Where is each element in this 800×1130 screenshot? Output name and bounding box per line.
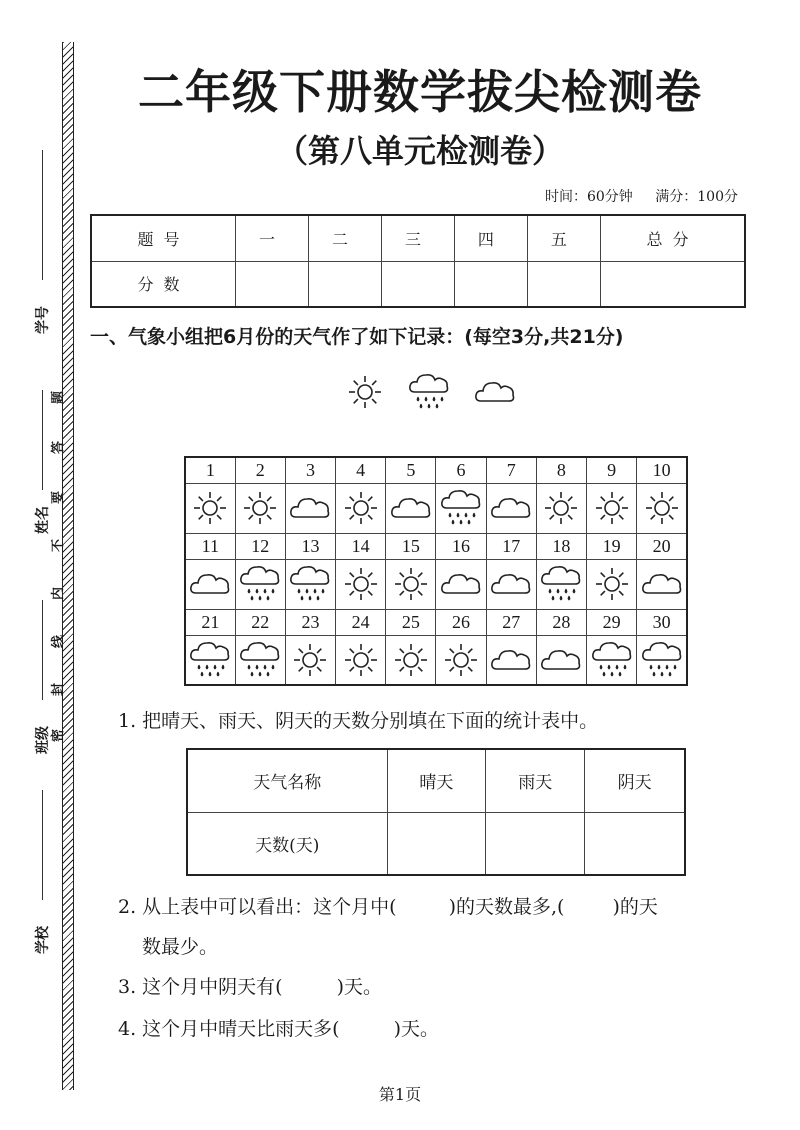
score-cell: 总分: [600, 215, 745, 261]
binding-hatch: [62, 42, 74, 1090]
legend-rain-icon: [407, 372, 451, 416]
legend-sun-icon: [345, 373, 385, 415]
calendar-day-number: 19: [587, 533, 637, 559]
stats-header: 雨天: [486, 749, 585, 812]
calendar-day-number: 21: [185, 609, 235, 635]
rain-icon: [185, 635, 235, 685]
question-3: [118, 972, 382, 999]
score-input-cell[interactable]: [381, 261, 454, 307]
exam-info: [527, 186, 738, 206]
seal-char: 题: [51, 390, 67, 405]
calendar-day-number: 11: [185, 533, 235, 559]
question-2-text: )的天: [612, 896, 658, 918]
stats-header-row: [187, 749, 685, 812]
cloud-icon: [285, 483, 335, 533]
question-3-text: 3. 这个月中阴天有(: [118, 976, 283, 998]
calendar-day-number: 16: [436, 533, 486, 559]
rain-icon: [637, 635, 687, 685]
sun-icon: [185, 483, 235, 533]
cloud-icon: [486, 635, 536, 685]
score-input-cell[interactable]: [454, 261, 527, 307]
stats-value-row: [187, 812, 685, 875]
score-cell: 五: [527, 215, 600, 261]
page-subtitle: （第八单元检测卷）: [275, 132, 564, 170]
stats-table: [186, 748, 686, 876]
calendar-day-number: 4: [336, 457, 386, 483]
score-table: [90, 214, 746, 308]
class-field: 班级: [8, 600, 52, 760]
question-2-text: 2. 从上表中可以看出：这个月中(: [118, 896, 397, 918]
calendar-day-number: 9: [587, 457, 637, 483]
calendar-day-number: 24: [336, 609, 386, 635]
name-field: 姓名: [8, 390, 52, 550]
calendar-day-number: 22: [235, 609, 285, 635]
answer-cell-rainy[interactable]: [486, 812, 585, 875]
calendar-day-number: 12: [235, 533, 285, 559]
question-4-text: 4. 这个月中晴天比雨天多(: [118, 1018, 340, 1040]
calendar-day-number: 23: [285, 609, 335, 635]
calendar-day-number: 25: [386, 609, 436, 635]
answer-cell-sunny[interactable]: [387, 812, 486, 875]
calendar-day-number: 17: [486, 533, 536, 559]
seal-char: 密: [51, 728, 67, 743]
rain-icon: [285, 559, 335, 609]
full-score: 满分：100分: [655, 189, 738, 205]
calendar-day-row: [185, 457, 687, 483]
sun-icon: [386, 635, 436, 685]
score-table-header-row: [91, 215, 745, 261]
stats-header: 晴天: [387, 749, 486, 812]
seal-char: 封: [51, 682, 67, 697]
page-number: 第1页: [378, 1085, 422, 1104]
sun-icon: [587, 483, 637, 533]
calendar-day-number: 15: [386, 533, 436, 559]
sun-icon: [235, 483, 285, 533]
calendar-day-number: 10: [637, 457, 687, 483]
calendar-day-number: 6: [436, 457, 486, 483]
cloud-icon: [386, 483, 436, 533]
calendar-day-number: 3: [285, 457, 335, 483]
stats-row-label: 天数(天): [187, 812, 387, 875]
rain-icon: [536, 559, 586, 609]
score-input-cell[interactable]: [309, 261, 382, 307]
weather-legend: [345, 372, 517, 416]
rain-icon: [235, 635, 285, 685]
calendar-day-number: 29: [587, 609, 637, 635]
page-title: 二年级下册数学拔尖检测卷: [138, 65, 702, 119]
calendar-day-row: [185, 609, 687, 635]
question-2-text: )的天数最多,(: [448, 896, 565, 918]
score-cell: 二: [309, 215, 382, 261]
sun-icon: [336, 559, 386, 609]
sun-icon: [637, 483, 687, 533]
calendar-day-number: 26: [436, 609, 486, 635]
sun-icon: [386, 559, 436, 609]
question-2-cont: 数最少。: [142, 936, 219, 958]
cloud-icon: [185, 559, 235, 609]
sun-icon: [285, 635, 335, 685]
rain-icon: [235, 559, 285, 609]
section-1-heading: 一、气象小组把6月份的天气作了如下记录：(每空3分,共21分): [90, 326, 624, 348]
question-3-text: )天。: [336, 976, 383, 998]
calendar-weather-row: [185, 559, 687, 609]
time-limit: 时间：60分钟: [544, 189, 633, 205]
question-4: [118, 1014, 439, 1041]
calendar-day-number: 20: [637, 533, 687, 559]
calendar-day-number: 30: [637, 609, 687, 635]
score-cell: 题号: [91, 215, 236, 261]
binding-margin: [0, 0, 80, 1130]
cloud-icon: [436, 559, 486, 609]
cloud-icon: [536, 635, 586, 685]
calendar-day-number: 8: [536, 457, 586, 483]
score-cell: 三: [381, 215, 454, 261]
cloud-icon: [486, 559, 536, 609]
calendar-day-number: 2: [235, 457, 285, 483]
calendar-day-row: [185, 533, 687, 559]
school-field: 学校: [8, 790, 52, 970]
weather-calendar: [184, 456, 688, 686]
seal-char: 要: [51, 490, 67, 505]
seal-char: 不: [51, 538, 67, 553]
rain-icon: [587, 635, 637, 685]
calendar-day-number: 5: [386, 457, 436, 483]
score-input-cell[interactable]: [527, 261, 600, 307]
question-4-text: )天。: [393, 1018, 440, 1040]
score-input-cell[interactable]: [236, 261, 309, 307]
legend-cloud-icon: [473, 377, 517, 411]
score-cell: 一: [236, 215, 309, 261]
seal-char: 线: [51, 634, 67, 649]
score-cell: 分数: [91, 261, 236, 307]
answer-cell-cloudy[interactable]: [585, 812, 685, 875]
stats-header: 天气名称: [187, 749, 387, 812]
sun-icon: [536, 483, 586, 533]
question-1: 1. 把晴天、雨天、阴天的天数分别填在下面的统计表中。: [118, 710, 599, 732]
calendar-day-number: 1: [185, 457, 235, 483]
cloud-icon: [637, 559, 687, 609]
calendar-day-number: 28: [536, 609, 586, 635]
cloud-icon: [486, 483, 536, 533]
sun-icon: [436, 635, 486, 685]
calendar-day-number: 27: [486, 609, 536, 635]
calendar-weather-row: [185, 635, 687, 685]
sun-icon: [587, 559, 637, 609]
student-id-field: 学号: [8, 150, 52, 350]
calendar-day-number: 13: [285, 533, 335, 559]
seal-char: 答: [51, 440, 67, 455]
sun-icon: [336, 483, 386, 533]
rain-icon: [436, 483, 486, 533]
score-input-cell[interactable]: [600, 261, 745, 307]
calendar-weather-row: [185, 483, 687, 533]
score-table-value-row: [91, 261, 745, 307]
sun-icon: [336, 635, 386, 685]
seal-char: 内: [51, 586, 67, 601]
question-2: [118, 892, 658, 919]
calendar-day-number: 7: [486, 457, 536, 483]
calendar-day-number: 14: [336, 533, 386, 559]
score-cell: 四: [454, 215, 527, 261]
stats-header: 阴天: [585, 749, 685, 812]
calendar-day-number: 18: [536, 533, 586, 559]
